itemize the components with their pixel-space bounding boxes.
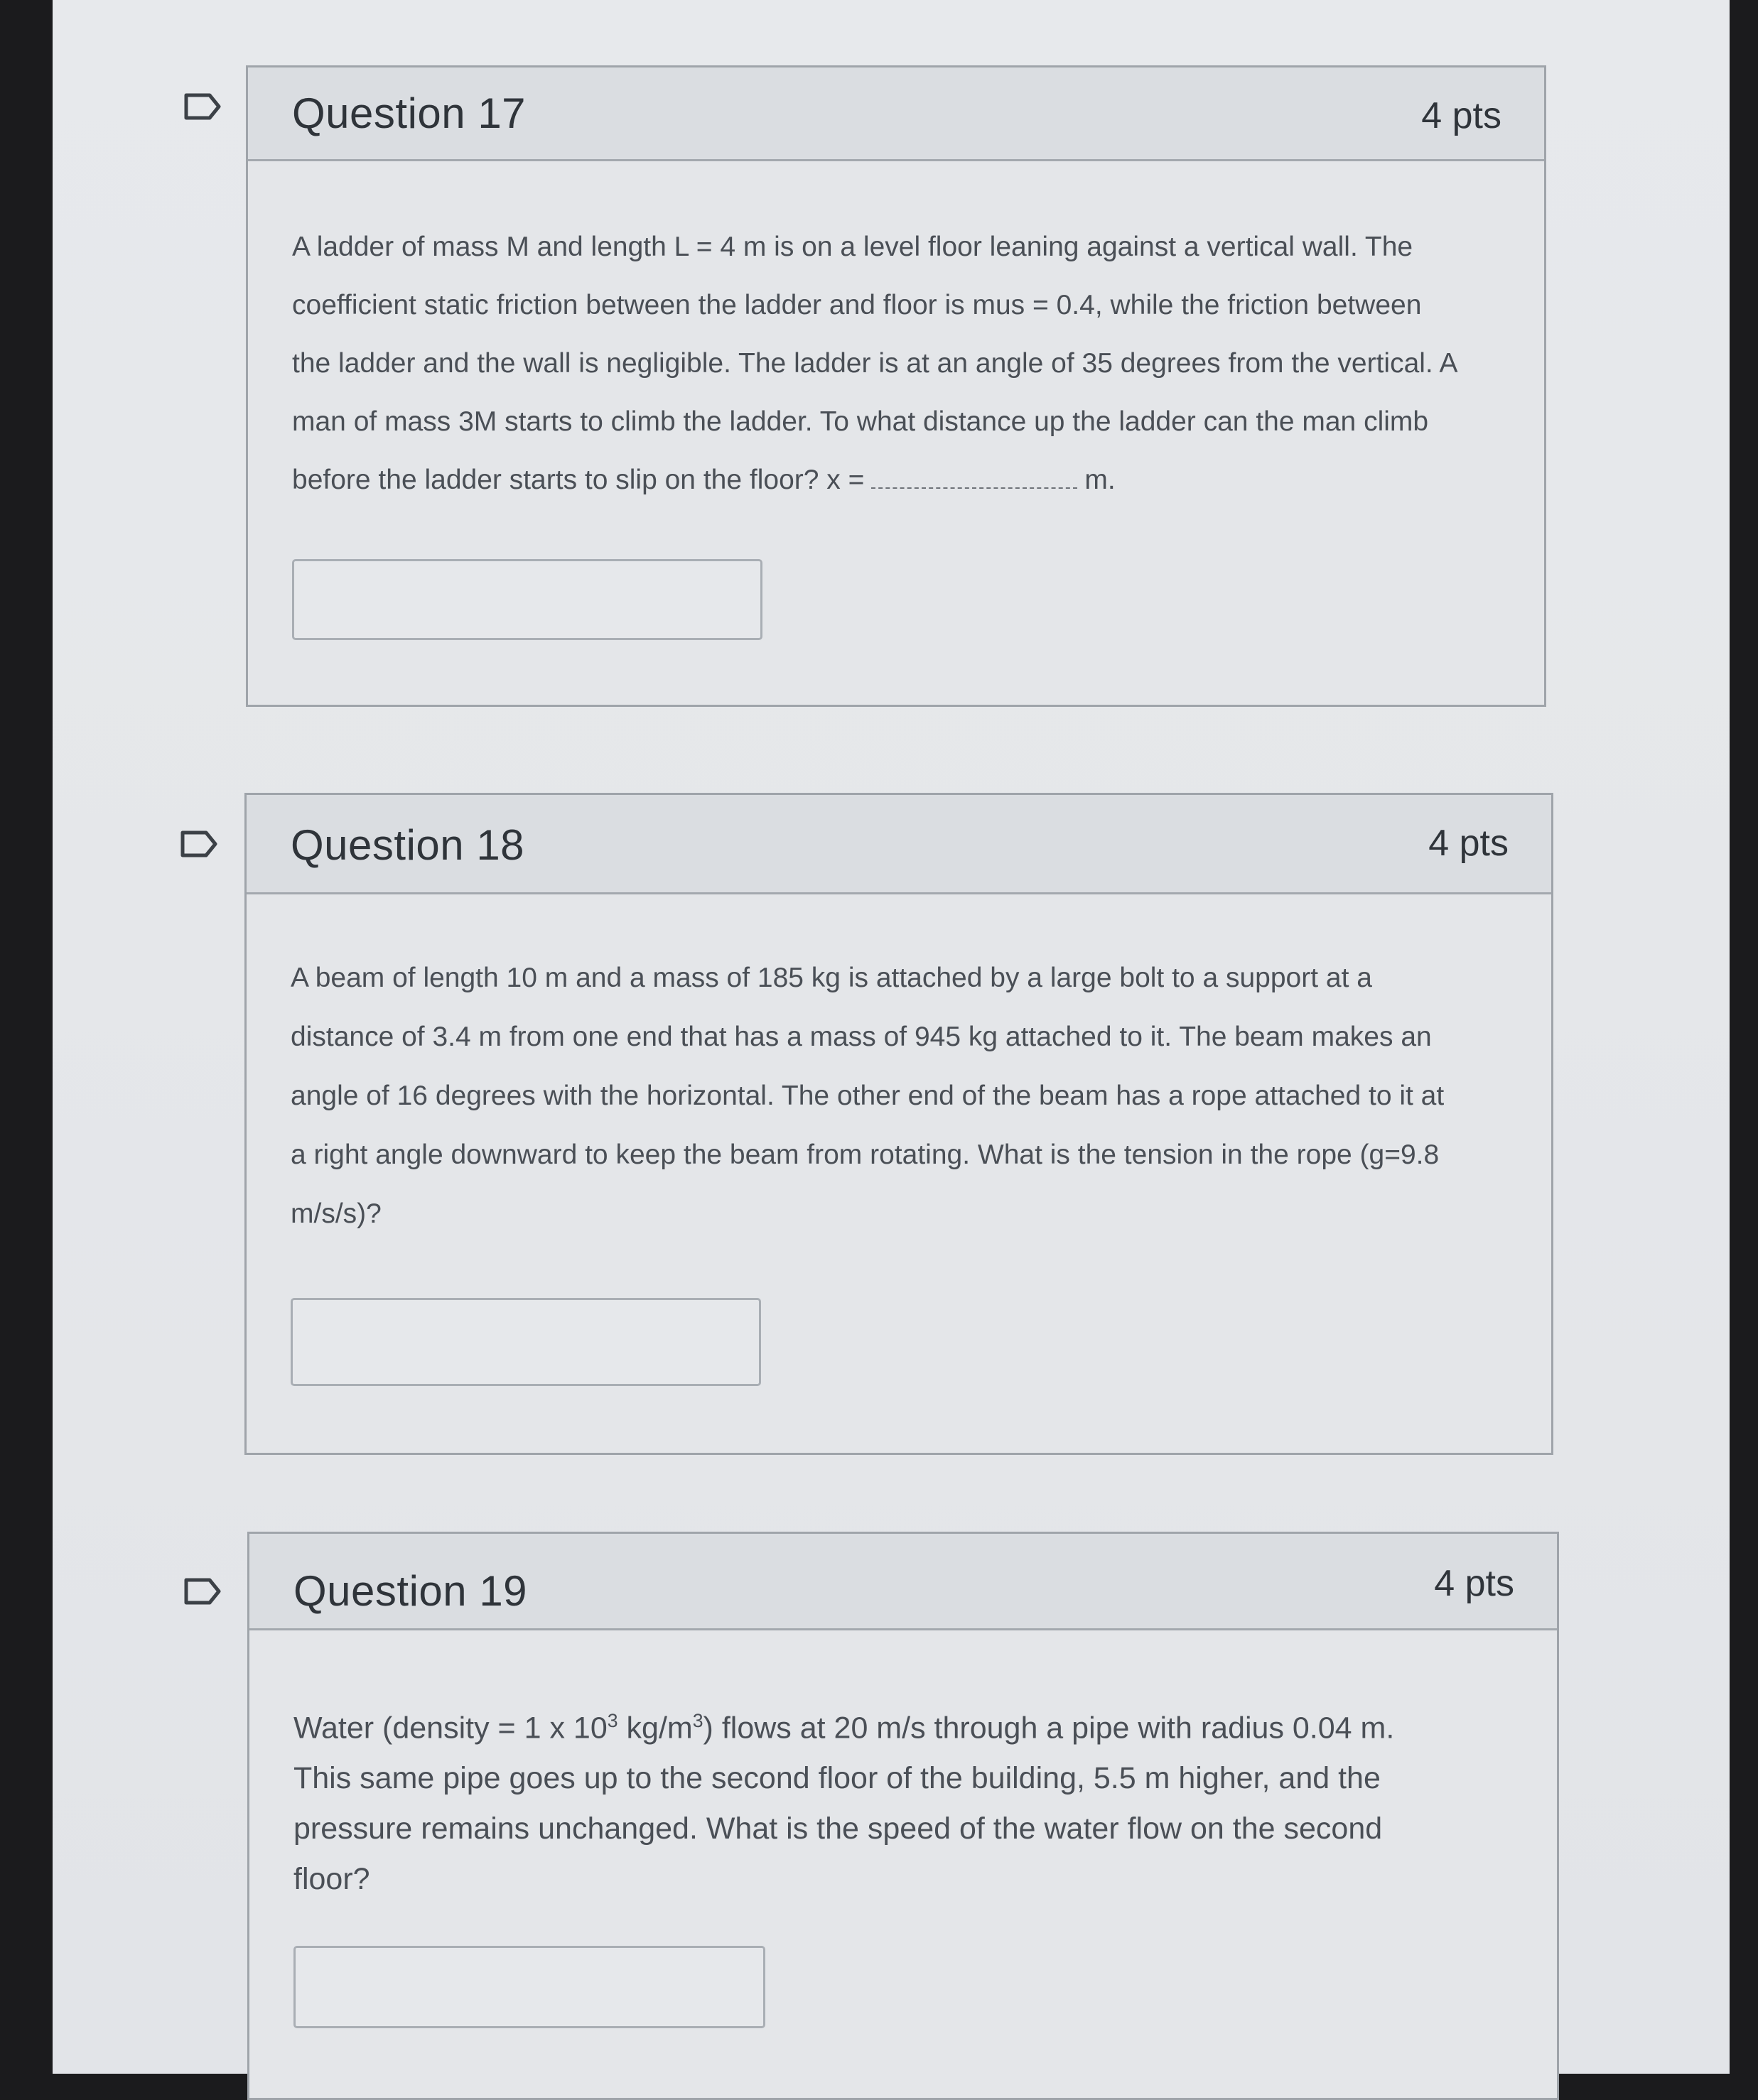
question-text-line: a right angle downward to keep the beam from rotating. What is the tension in the rope (g=9.8 <box>291 1140 1440 1170</box>
question-19 <box>247 1532 1559 2100</box>
question-text <box>293 1696 1514 1905</box>
question-title: Question 18 <box>291 821 525 869</box>
question-text-line: man of mass 3M starts to climb the ladder. To what distance up the ladder can the man climb <box>292 406 1429 437</box>
flag-question-icon[interactable] <box>184 1578 221 1605</box>
question-text-part: kg/m <box>618 1711 693 1746</box>
exponent: 3 <box>692 1710 703 1731</box>
question-title: Question 19 <box>293 1567 528 1615</box>
question-text-line: A ladder of mass M and length L = 4 m is on a level floor leaning against a vertical wall. The <box>292 232 1413 262</box>
question-text-line: floor? <box>293 1862 370 1897</box>
question-text-line: pressure remains unchanged. What is the speed of the water flow on the second <box>293 1812 1383 1846</box>
question-text-line: coefficient static friction between the ladder and floor is mus = 0.4, while the friction between <box>292 290 1422 320</box>
question-points: 4 pts <box>1434 1563 1514 1604</box>
question-header <box>249 1534 1557 1630</box>
question-text-line: angle of 16 degrees with the horizontal. The other end of the beam has a rope attached to it at <box>291 1081 1445 1111</box>
question-points: 4 pts <box>1421 95 1501 136</box>
question-text-line: A beam of length 10 m and a mass of 185 kg is attached by a large bolt to a support at a <box>291 963 1372 993</box>
answer-input[interactable] <box>291 1298 761 1386</box>
question-points: 4 pts <box>1428 823 1509 864</box>
question-text-prefix: before the ladder starts to slip on the floor? x = <box>292 465 865 495</box>
question-text-line <box>292 451 1501 509</box>
exponent: 3 <box>607 1710 618 1731</box>
question-text-part: Water (density = 1 x 10 <box>293 1711 608 1746</box>
question-text-line: This same pipe goes up to the second floor of the building, 5.5 m higher, and the <box>293 1761 1381 1796</box>
flag-question-icon[interactable] <box>180 830 217 857</box>
question-header <box>247 795 1551 894</box>
question-text-line: the ladder and the wall is negligible. The ladder is at an angle of 35 degrees from the vertical. A <box>292 348 1458 379</box>
question-text-line: distance of 3.4 m from one end that has a mass of 945 kg attached to it. The beam makes an <box>291 1022 1432 1052</box>
question-18 <box>244 793 1553 1455</box>
question-text-line: m/s/s)? <box>291 1198 382 1229</box>
question-text-line <box>293 1696 1514 1753</box>
question-title: Question 17 <box>292 90 527 137</box>
answer-blank <box>871 480 1077 489</box>
question-text <box>291 948 1509 1243</box>
quiz-page <box>53 0 1730 2074</box>
answer-input[interactable] <box>292 559 762 640</box>
question-text-suffix: m. <box>1084 465 1116 495</box>
question-17 <box>246 65 1546 707</box>
question-text-part: ) flows at 20 m/s through a pipe with radius 0.04 m. <box>703 1711 1395 1746</box>
flag-question-icon[interactable] <box>184 93 221 120</box>
question-text <box>292 218 1501 509</box>
answer-input[interactable] <box>293 1946 765 2028</box>
question-header <box>248 67 1544 161</box>
